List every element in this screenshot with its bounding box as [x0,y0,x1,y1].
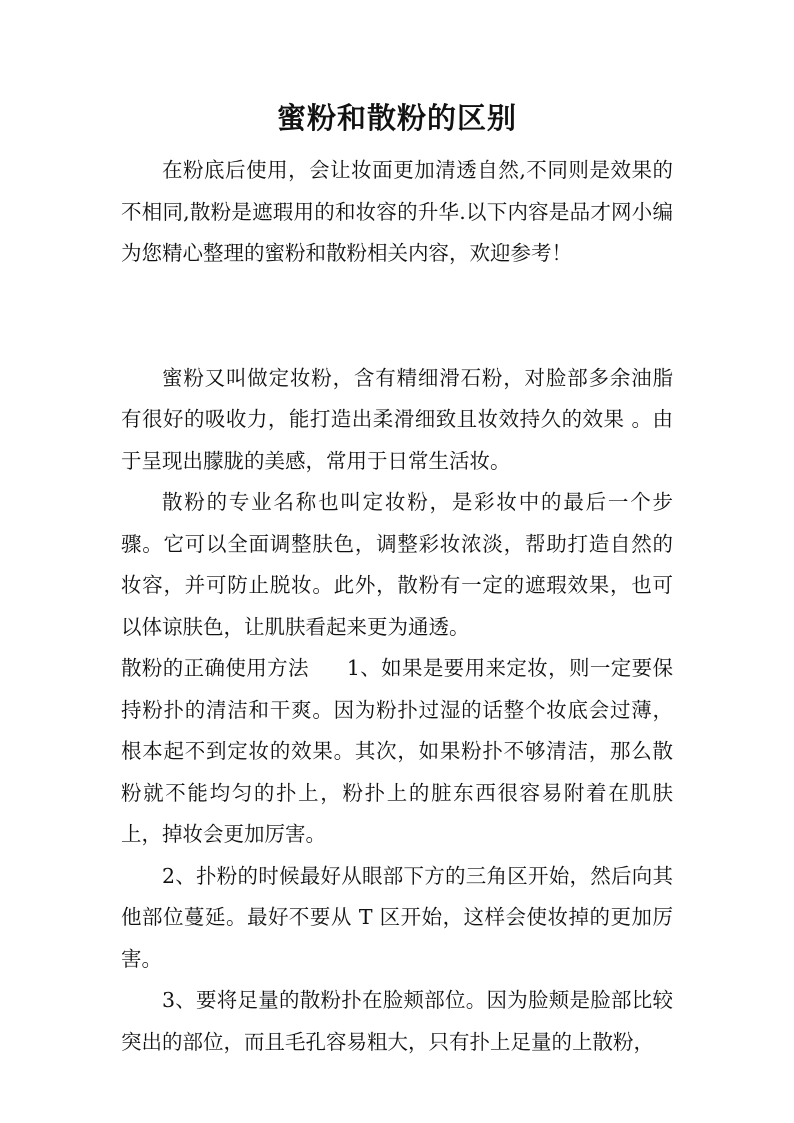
method-heading: 散粉的正确使用方法 [121,656,309,680]
method-paragraph [121,648,673,856]
step-1-text: 1、如果是要用来定妆，则一定要保持粉扑的清洁和干爽。因为粉扑过湿的话整个妆底会过薄，根本起不到定妆的效果。其次，如果粉扑不够清洁，那么散粉就不能均匀的扑上，粉扑上的脏东西很容易附着在肌肤上，掉妆会更加厉害。 [121,656,673,846]
paragraph-gap [121,275,673,358]
step-2-paragraph: 2、扑粉的时候最好从眼部下方的三角区开始，然后向其他部位蔓延。最好不要从 T 区开始，这样会使妆掉的更加厉害。 [121,863,673,971]
document-title: 蜜粉和散粉的区别 [276,101,517,135]
document-body [121,150,673,1063]
intro-paragraph: 在粉底后使用，会让妆面更加清透自然,不同则是效果的不相同,散粉是遮瑕用的和妆容的升华.以下内容是品才网小编为您精心整理的蜜粉和散粉相关内容，欢迎参考！ [121,158,673,265]
mifen-paragraph: 蜜粉又叫做定妆粉，含有精细滑石粉，对脸部多余油脂有很好的吸收力，能打造出柔滑细致且妆效持久的效果 。由于呈现出朦胧的美感，常用于日常生活妆。 [121,365,673,473]
sanfen-paragraph: 散粉的专业名称也叫定妆粉，是彩妆中的最后一个步骤。它可以全面调整肤色，调整彩妆浓淡，帮助打造自然的妆容，并可防止脱妆。此外，散粉有一定的遮瑕效果，也可以体谅肤色，让肌肤看起来更为通透。 [121,490,673,639]
step-3-paragraph: 3、要将足量的散粉扑在脸颊部位。因为脸颊是脸部比较突出的部位，而且毛孔容易粗大，只有扑上足量的上散粉， [121,988,673,1054]
